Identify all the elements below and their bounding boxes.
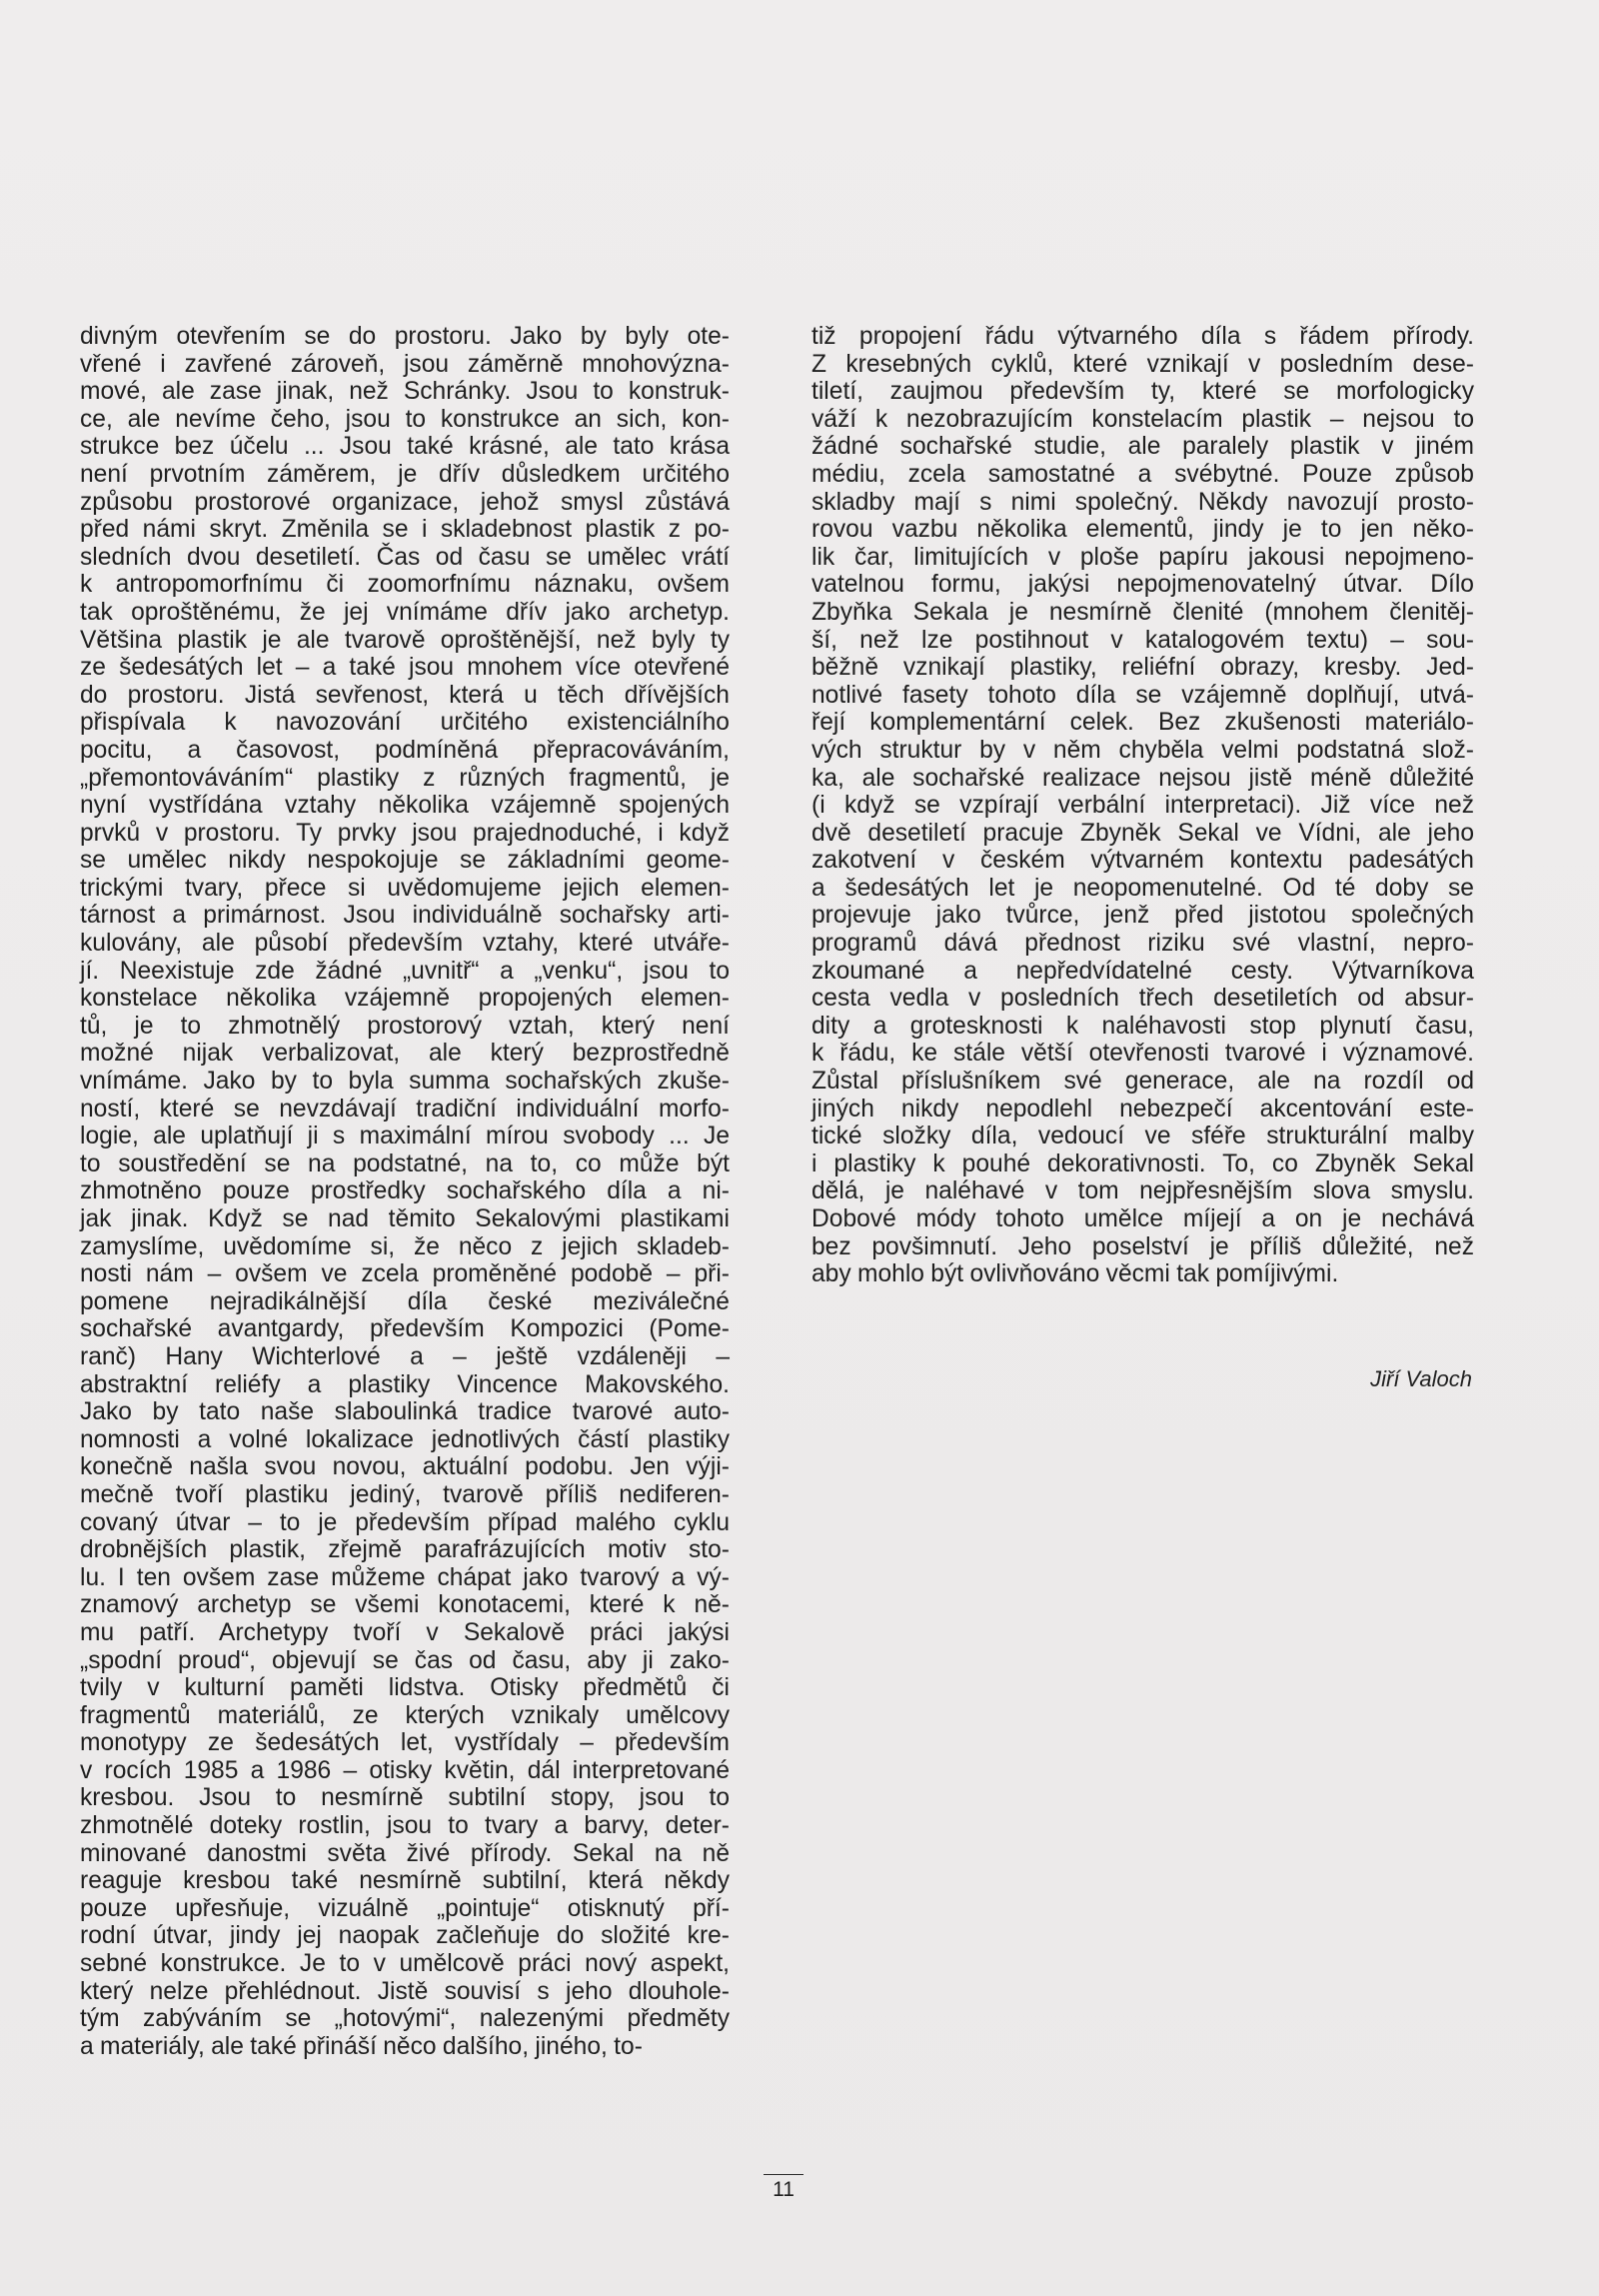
text-line: váží k nezobrazujícím konstelacím plastik – nejsou to <box>811 405 1474 433</box>
text-line: tým zabýváním se „hotovými“, nalezenými předměty <box>80 2005 730 2033</box>
text-line: k antropomorfnímu či zoomorfnímu náznaku, ovšem <box>80 571 730 599</box>
text-line: zhmotnělé doteky rostlin, jsou to tvary a barvy, deter- <box>80 1812 730 1840</box>
text-line: drobnějších plastik, zřejmě parafrázujících motiv sto- <box>80 1536 730 1564</box>
text-line: pomene nejradikálnější díla české meziválečné <box>80 1287 730 1315</box>
text-line: mu patří. Archetypy tvoří v Sekalově práci jakýsi <box>80 1618 730 1646</box>
text-line: nosti nám – ovšem ve zcela proměněné podobě – při- <box>80 1260 730 1288</box>
text-column-left <box>80 323 730 2060</box>
text-line: přispívala k navozování určitého existenciálního <box>80 709 730 737</box>
text-line: dity a grotesknosti k naléhavosti stop plynutí času, <box>811 1012 1474 1040</box>
text-line: tak oproštěnému, že jej vnímáme dřív jako archetyp. <box>80 598 730 626</box>
text-line: sochařské avantgardy, především Kompozici (Pome- <box>80 1315 730 1343</box>
text-line: i plastiky k pouhé dekorativnosti. To, co Zbyněk Sekal <box>811 1149 1474 1177</box>
text-line: vatelnou formu, jakýsi nepojmenovatelný útvar. Dílo <box>811 571 1474 599</box>
text-line: minované danostmi světa živé přírody. Sekal na ně <box>80 1839 730 1867</box>
text-line: nyní vystřídána vztahy několika vzájemně spojených <box>80 792 730 820</box>
text-line: divným otevřením se do prostoru. Jako by byly ote- <box>80 323 730 350</box>
text-line: tů, je to zhmotnělý prostorový vztah, který není <box>80 1012 730 1040</box>
text-line: lu. I ten ovšem zase můžeme chápat jako tvarový a vý- <box>80 1563 730 1591</box>
text-line: (i když se vzpírají verbální interpretaci). Již více než <box>811 792 1474 820</box>
text-line: který nelze přehlédnout. Jistě souvisí s jeho dlouhole- <box>80 1977 730 2005</box>
text-line: k řádu, ke stále větší otevřenosti tvarové i významové. <box>811 1040 1474 1068</box>
text-line: vřené i zavřené zároveň, jsou záměrně mnohovýzna- <box>80 350 730 378</box>
text-line: dělá, je naléhavé v tom nejpřesnějším slova smyslu. <box>811 1177 1474 1205</box>
text-line: ce, ale nevíme čeho, jsou to konstrukce an sich, kon- <box>80 405 730 433</box>
text-line: kresbou. Jsou to nesmírně subtilní stopy, jsou to <box>80 1784 730 1812</box>
text-line: není prvotním záměrem, je dřív důsledkem určitého <box>80 460 730 488</box>
text-line: nomnosti a volné lokalizace jednotlivých částí plastiky <box>80 1425 730 1453</box>
text-line: ší, než lze postihnout v katalogovém textu) – sou- <box>811 626 1474 654</box>
text-line: tárnost a primárnost. Jsou individuálně sochařsky arti- <box>80 902 730 930</box>
text-line: prvků v prostoru. Ty prvky jsou prajednoduché, i když <box>80 819 730 847</box>
text-line: „přemontováváním“ plastiky z různých fragmentů, je <box>80 764 730 792</box>
text-line: sebné konstrukce. Je to v umělcově práci nový aspekt, <box>80 1950 730 1978</box>
text-line: Většina plastik je ale tvarově oproštěnější, než byly ty <box>80 626 730 654</box>
text-line: ka, ale sochařské realizace nejsou jistě méně důležité <box>811 764 1474 792</box>
text-line: „spodní proud“, objevují se čas od času, aby ji zako- <box>80 1646 730 1674</box>
text-line: konečně našla svou novou, aktuální podobu. Jen výji- <box>80 1453 730 1481</box>
text-line: možné nijak verbalizovat, ale který bezprostředně <box>80 1040 730 1068</box>
text-line: reaguje kresbou také nesmírně subtilní, která někdy <box>80 1867 730 1895</box>
text-line: skladby mají s nimi společný. Někdy navozují prosto- <box>811 488 1474 516</box>
text-line: projevuje jako tvůrce, jenž před jistotou společných <box>811 902 1474 930</box>
text-line: se umělec nikdy nespokojuje se základními geome- <box>80 847 730 875</box>
text-line: zakotvení v českém výtvarném kontextu padesátých <box>811 847 1474 875</box>
text-line: před námi skryt. Změnila se i skladebnost plastik z po- <box>80 516 730 544</box>
text-line: pocitu, a časovost, podmíněná přepracováváním, <box>80 736 730 764</box>
text-line: jak jinak. Když se nad těmito Sekalovými plastikami <box>80 1205 730 1232</box>
text-line: řejí komplementární celek. Bez zkušenosti materiálo- <box>811 709 1474 737</box>
text-line: do prostoru. Jistá sevřenost, která u těch dřívějších <box>80 681 730 709</box>
text-line: covaný útvar – to je především případ malého cyklu <box>80 1508 730 1536</box>
text-line: zamyslíme, uvědomíme si, že něco z jejich skladeb- <box>80 1232 730 1260</box>
text-line: zkoumané a nepředvídatelné cesty. Výtvarníkova <box>811 957 1474 985</box>
text-line: vých struktur by v něm chyběla velmi podstatná slož- <box>811 736 1474 764</box>
text-line: cesta vedla v posledních třech desetiletích od absur- <box>811 985 1474 1013</box>
text-line: znamový archetyp se všemi konotacemi, které k ně- <box>80 1591 730 1619</box>
text-line: rovou vazbu několika elementů, jindy je to jen něko- <box>811 516 1474 544</box>
text-line: mové, ale zase jinak, než Schránky. Jsou to konstruk- <box>80 378 730 406</box>
text-line: jiných nikdy nepodlehl nebezpečí akcentování este- <box>811 1095 1474 1123</box>
text-column-right <box>811 323 1474 1288</box>
text-line: Zůstal příslušníkem své generace, ale na rozdíl od <box>811 1068 1474 1096</box>
text-line: kulovány, ale působí především vztahy, které utváře- <box>80 930 730 958</box>
text-line: mečně tvoří plastiku jediný, tvarově příliš nediferen- <box>80 1480 730 1508</box>
text-line: programů dává přednost riziku své vlastní, nepro- <box>811 930 1474 958</box>
text-line: aby mohlo být ovlivňováno věcmi tak pomíjivými. <box>811 1260 1339 1288</box>
text-line: ranč) Hany Wichterlové a – ještě vzdáleněji – <box>80 1342 730 1370</box>
text-line: a materiály, ale také přináší něco dalšího, jiného, to- <box>80 2032 643 2060</box>
text-line: způsobu prostorové organizace, jehož smysl zůstává <box>80 488 730 516</box>
text-line: trickými tvary, přece si uvědomujeme jejich elemen- <box>80 874 730 902</box>
text-line: médiu, zcela samostatné a svébytné. Pouze způsob <box>811 460 1474 488</box>
text-line: jí. Neexistuje zde žádné „uvnitř“ a „venku“, jsou to <box>80 957 730 985</box>
text-line: zhmotněno pouze prostředky sochařského díla a ni- <box>80 1177 730 1205</box>
text-line: tvily v kulturní paměti lidstva. Otisky předmětů či <box>80 1674 730 1702</box>
text-line: logie, ale uplatňují ji s maximální mírou svobody ... Je <box>80 1123 730 1150</box>
text-line: žádné sochařské studie, ale paralely plastik v jiném <box>811 433 1474 461</box>
text-line: bez povšimnutí. Jeho poselství je příliš důležité, než <box>811 1232 1474 1260</box>
text-line: Zbyňka Sekala je nesmírně členité (mnohem členitěj- <box>811 598 1474 626</box>
text-line: ze šedesátých let – a také jsou mnohem více otevřené <box>80 654 730 682</box>
text-line: tické složky díla, vedoucí ve sféře strukturální malby <box>811 1123 1474 1150</box>
text-line: a šedesátých let je neopomenutelné. Od té doby se <box>811 874 1474 902</box>
page-number: 11 <box>764 2174 803 2202</box>
author-signature: Jiří Valoch <box>1370 1366 1472 1391</box>
text-line: Dobové módy tohoto umělce míjejí a on je nechává <box>811 1205 1474 1232</box>
text-line: v rocích 1985 a 1986 – otisky květin, dál interpretované <box>80 1756 730 1784</box>
text-line: Jako by tato naše slaboulinká tradice tvarové auto- <box>80 1398 730 1426</box>
text-line: Z kresebných cyklů, které vznikají v posledním dese- <box>811 350 1474 378</box>
text-line: ností, které se nevzdávají tradiční individuální morfo- <box>80 1095 730 1123</box>
text-line: dvě desetiletí pracuje Zbyněk Sekal ve Vídni, ale jeho <box>811 819 1474 847</box>
text-line: sledních dvou desetiletí. Čas od času se umělec vrátí <box>80 543 730 571</box>
text-line: abstraktní reliéfy a plastiky Vincence Makovského. <box>80 1370 730 1398</box>
text-line: strukce bez účelu ... Jsou také krásné, ale tato krása <box>80 433 730 461</box>
text-line: pouze upřesňuje, vizuálně „pointuje“ otisknutý pří- <box>80 1894 730 1922</box>
text-line: rodní útvar, jindy jej naopak začleňuje do složité kre- <box>80 1922 730 1950</box>
text-line: konstelace několika vzájemně propojených elemen- <box>80 985 730 1013</box>
text-line: vnímáme. Jako by to byla summa sochařských zkuše- <box>80 1068 730 1096</box>
text-line: lik čar, limitujících v ploše papíru jakousi nepojmeno- <box>811 543 1474 571</box>
text-line: to soustředění se na podstatné, na to, co může být <box>80 1149 730 1177</box>
text-line: tiž propojení řádu výtvarného díla s řádem přírody. <box>811 323 1474 350</box>
text-line: monotypy ze šedesátých let, vystřídaly – především <box>80 1729 730 1757</box>
text-line: notlivé fasety tohoto díla se vzájemně doplňují, utvá- <box>811 681 1474 709</box>
text-line: tiletí, zaujmou především ty, které se morfologicky <box>811 378 1474 406</box>
text-line: běžně vznikají plastiky, reliéfní obrazy, kresby. Jed- <box>811 654 1474 682</box>
text-line: fragmentů materiálů, ze kterých vznikaly umělcovy <box>80 1701 730 1729</box>
